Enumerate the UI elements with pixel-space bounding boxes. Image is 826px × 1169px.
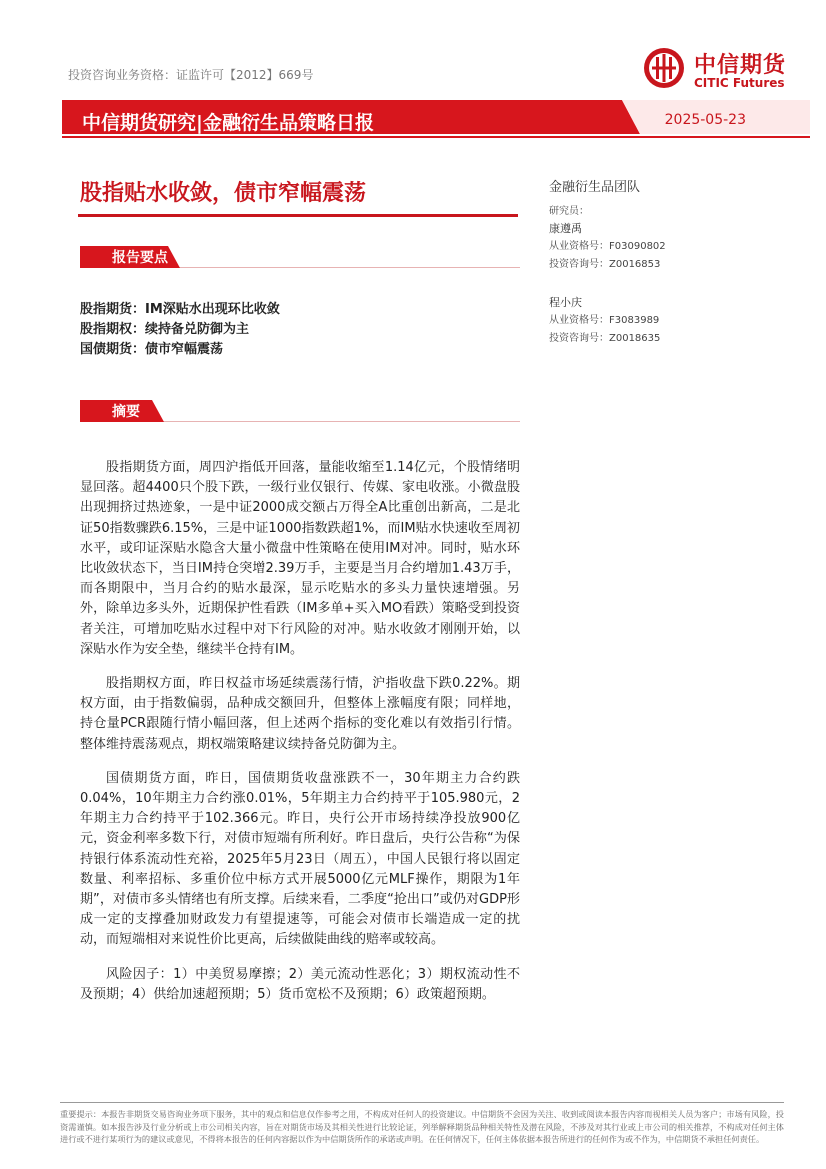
researcher-qualification: 从业资格号：F03090802 (549, 241, 666, 252)
section-tag-summary (80, 400, 520, 422)
researcher-consulting-id: 投资咨询号：Z0016853 (549, 259, 661, 270)
logo-english-name: CITIC Futures (694, 76, 785, 90)
researcher-qualification: 从业资格号：F3083989 (549, 315, 660, 326)
footer-divider (60, 1102, 784, 1103)
section-label-summary: 摘要 (112, 404, 140, 420)
keypoint-index-options: 股指期权：续持备兑防御为主 (80, 322, 250, 337)
team-name: 金融衍生品团队 (549, 180, 641, 195)
researcher-card (549, 220, 666, 274)
section-label-keypoints: 报告要点 (112, 250, 168, 266)
researcher-consulting-id: 投资咨询号：Z0018635 (549, 333, 661, 344)
citic-logo-icon (642, 46, 686, 90)
paragraph-index-futures: 股指期货方面，周四沪指低开回落，量能收缩至1.14亿元，个股情绪明显回落。超4400只个股下跌，一级行业仅银行、传媒、家电收涨。小微盘股出现拥挤过热迹象，一是中证2000成交额占万得全A比重创出新高，二是北证50指数骤跌6.15%，三是中证1000指数跌超1%，而IM贴水快速收至周初水平，或印证深贴水隐含大量小微盘中性策略在使用IM对冲。同时，贴水环比收敛状态下，当日IM持仓突增2.39万手，主要是当月合约增加1.43万手，而各期限中，当月合约的贴水最深，显示吃贴水的多头力量快速增强。另外，除单边多头外，近期保护性看跌（IM多单+买入MO看跌）策略受到投资者关注，可增加吃贴水过程中对下行风险的对冲。贴水收敛才刚刚开始，以深贴水作为安全垫，继续半仓持有IM。 (80, 460, 520, 657)
report-date: 2025-05-23 (664, 112, 746, 128)
report-headline: 股指贴水收敛，债市窄幅震荡 (80, 181, 367, 206)
headline-divider (78, 214, 518, 217)
disclaimer-footer: 重要提示：本报告非期货交易咨询业务项下服务，其中的观点和信息仅作参考之用，不构成对任何人的投资建议。中信期货不会因为关注、收到或阅读本报告内容而视相关人员为客户；市场有风险，投资需谨慎。如本报告涉及行业分析或上市公司相关内容，旨在对期货市场及其相关性进行比较论证，列举解释期货品种相关特性及潜在风险，不涉及对其行业或上市公司的相关推荐，不构成对任何主体进行或不进行某项行为的建议或意见，不得将本报告的任何内容据以作为中信期货所作的承诺或声明。在任何情况下，任何主体依据本报告所进行的任何作为或不作为，中信期货不承担任何责任。 (60, 1109, 784, 1144)
keypoints-list (80, 300, 520, 360)
researcher-label: 研究员： (549, 206, 589, 217)
keypoint-index-futures: 股指期货：IM深贴水出现环比收敛 (80, 302, 280, 317)
researcher-name: 程小庆 (549, 296, 582, 309)
section-tag-keypoints (80, 246, 520, 268)
logo-chinese-name: 中信期货 (694, 53, 787, 78)
researcher-name: 康遵禹 (549, 222, 582, 235)
researcher-card (549, 294, 660, 348)
report-header-band (62, 100, 810, 142)
paragraph-risk-factors: 风险因子：1）中美贸易摩擦；2）美元流动性恶化；3）期权流动性不及预期；4）供给加速超预期；5）货币宽松不及预期；6）政策超预期。 (80, 966, 520, 1002)
paragraph-index-options: 股指期权方面，昨日权益市场延续震荡行情，沪指收盘下跌0.22%。期权方面，由于指数偏弱，品种成交额回升，但整体上涨幅度有限；同样地，持仓量PCR跟随行情小幅回落，但上述两个指标的变化难以有效指引行情。整体维持震荡观点，期权端策略建议续持备兑防御为主。 (80, 676, 520, 752)
keypoint-bond-futures: 国债期货：债市窄幅震荡 (80, 342, 224, 357)
report-series-title: 中信期货研究|金融衍生品策略日报 (82, 112, 374, 134)
license-text: 投资咨询业务资格：证监许可【2012】669号 (68, 68, 314, 82)
company-logo (642, 46, 812, 96)
summary-body (80, 458, 520, 1019)
paragraph-bond-futures: 国债期货方面，昨日，国债期货收盘涨跌不一，30年期主力合约跌0.04%，10年期主力合约涨0.01%，5年期主力合约持平于105.980元，2年期主力合约持平于102.366元。昨日，央行公开市场持续净投放900亿元，资金利率多数下行，对债市短端有所利好。昨日盘后，央行公告称“为保持银行体系流动性充裕，2025年5月23日（周五），中国人民银行将以固定数量、利率招标、多重价位中标方式开展5000亿元MLF操作，期限为1年期”，对债市多头情绪也有所支撑。后续来看，二季度“抢出口”或仍对GDP形成一定的支撑叠加财政发力有望提速等，可能会对债市长端造成一定的扰动，而短端相对来说性价比更高，后续做陡曲线的赔率或较高。 (80, 770, 520, 948)
